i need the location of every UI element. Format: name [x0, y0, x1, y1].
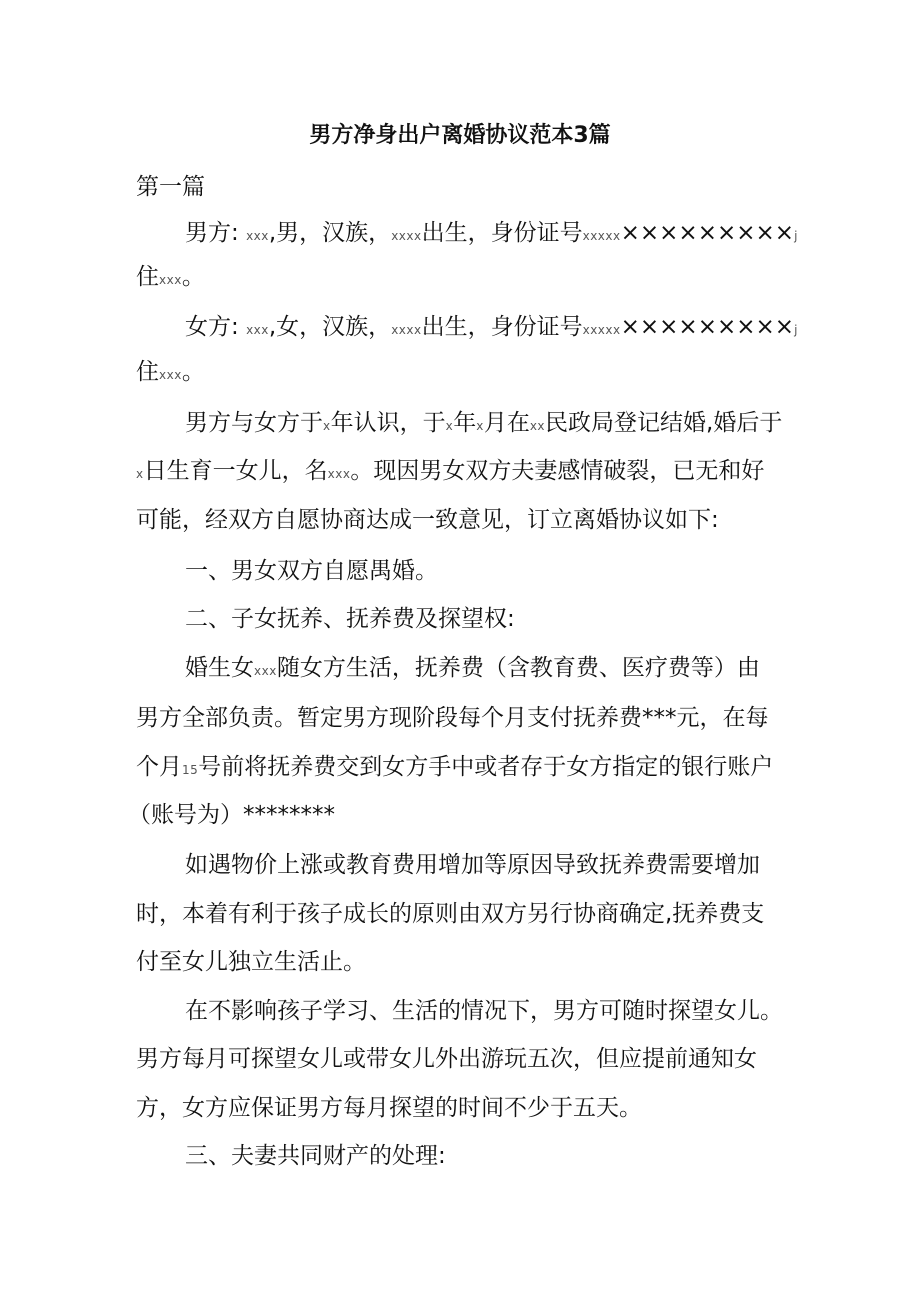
female-id-mask: ×××××××××	[620, 314, 795, 340]
male-address-end: 。	[181, 264, 205, 290]
year-placeholder: x	[445, 419, 454, 433]
male-birth-placeholder: xxxx	[391, 229, 422, 243]
intro-text: 月在	[483, 410, 530, 436]
intro-line2	[136, 456, 764, 486]
female-birth-placeholder: xxxx	[391, 323, 422, 337]
intro-text: 年	[453, 410, 477, 436]
visit-line2: 男方每月可探望女儿或带女儿外出游玩五次，但应提前通知女	[136, 1046, 757, 1072]
section-heading: 第一篇	[136, 174, 205, 200]
visit-line1: 在不影响孩子学习、生活的情况下，男方可随时探望女儿。	[185, 998, 783, 1024]
clause-2: 二、子女抚养、抚养费及探望权:	[185, 606, 515, 632]
male-id-label: 出生，身份证号	[421, 220, 583, 246]
female-info-line2	[136, 357, 205, 387]
support-line1	[185, 653, 760, 683]
female-address-label: 住	[136, 359, 159, 385]
female-address-end: 。	[181, 359, 205, 385]
support-line4: （账号为）********	[128, 802, 335, 828]
support-text: 随女方生活，抚养费（含教育费、医疗费等）由	[276, 655, 760, 681]
female-id-label: 出生，身份证号	[421, 314, 583, 340]
female-address-placeholder: xxx	[159, 368, 182, 382]
female-name-placeholder: xxx	[246, 323, 269, 337]
male-id-placeholder: xxxxx	[582, 229, 621, 243]
male-label: 男方:	[185, 220, 247, 246]
clause-1: 一、男女双方自愿禺婚。	[185, 558, 438, 584]
visit-line3: 方，女方应保证男方每月探望的时间不少于五天。	[136, 1095, 642, 1121]
female-info-line1	[185, 312, 798, 342]
increase-line2: 时，本着有利于孩子成长的原则由双方另行协商确定,抚养费支	[136, 901, 765, 927]
male-gender-ethnicity: ,男，汉族，	[268, 220, 392, 246]
support-line3	[136, 752, 773, 782]
female-id-placeholder: xxxxx	[582, 323, 621, 337]
male-address-label: 住	[136, 264, 159, 290]
payment-day-number: 15	[182, 763, 199, 777]
intro-line1	[185, 408, 782, 438]
intro-text: 年认识，于	[330, 410, 446, 436]
support-text: 号前将抚养费交到女方手中或者存于女方指定的银行账户	[198, 754, 774, 780]
male-id-mask: ×××××××××	[620, 220, 795, 246]
intro-text: 。现因男女双方夫妻感情破裂，已无和好	[350, 458, 765, 484]
male-id-tail: j	[794, 229, 798, 243]
female-gender-ethnicity: ,女，汉族，	[268, 314, 392, 340]
daughter-name-placeholder: xxx	[254, 664, 277, 678]
year-placeholder: x	[323, 419, 331, 433]
male-info-line2	[136, 262, 205, 292]
intro-text: 日生育一女儿，名	[143, 458, 328, 484]
daughter-name-placeholder: xxx	[327, 467, 351, 481]
increase-line1: 如遇物价上涨或教育费用增加等原因导致抚养费需要增加	[185, 852, 760, 878]
intro-text: 男方与女方于	[185, 410, 323, 436]
intro-line3: 可能，经双方自愿协商达成一致意见，订立离婚协议如下:	[136, 507, 719, 533]
male-address-placeholder: xxx	[159, 273, 182, 287]
clause-3: 三、夫妻共同财产的处理:	[185, 1143, 446, 1169]
support-text: 婚生女	[185, 655, 254, 681]
female-id-tail: j	[794, 323, 798, 337]
male-info-line1	[185, 218, 798, 248]
intro-text: 民政局登记结婚,婚后于	[545, 410, 783, 436]
support-line2: 男方全部负责。暂定男方现阶段每个月支付抚养费***元，在每	[136, 705, 769, 731]
document-title: 男方净身出户离婚协议范本3篇	[309, 123, 611, 148]
male-name-placeholder: xxx	[246, 229, 269, 243]
bureau-placeholder: xx	[529, 419, 546, 433]
female-label: 女方:	[185, 314, 247, 340]
day-placeholder: x	[136, 467, 144, 481]
month-placeholder: x	[476, 419, 484, 433]
increase-line3: 付至女儿独立生活止。	[136, 949, 366, 975]
support-text: 个月	[136, 754, 182, 780]
